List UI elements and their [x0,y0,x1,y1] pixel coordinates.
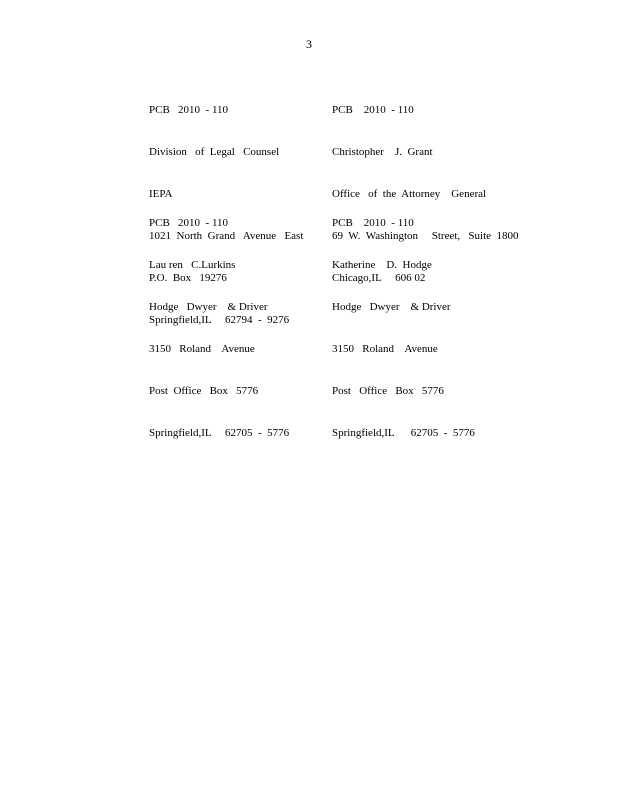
street-address: 3150 Roland Avenue [149,343,255,355]
organization: IEPA [149,188,173,200]
city-state-zip: Springfield,IL 62705 - 5776 [332,427,475,439]
case-number: PCB 2010 - 110 [149,104,229,116]
street-address: 69 W. Washington Street, Suite 1800 [332,230,519,242]
street-address: 3150 Roland Avenue [332,343,438,355]
address-block-hodge [332,188,475,454]
case-number: PCB 2010 - 110 [332,217,414,229]
page-number: 3 [306,37,312,51]
organization: Hodge Dwyer & Driver [149,301,268,313]
city-state-zip: Springfield,IL 62794 - 9276 [149,314,290,326]
city-state-zip: Chicago,IL 606 02 [332,272,426,284]
case-number: PCB 2010 - 110 [332,104,414,116]
address-block-lurkins [149,188,289,454]
recipient-name: Christopher J. Grant [332,146,433,158]
organization: Office of the Attorney General [332,188,487,200]
city-state-zip: Springfield,IL 62705 - 5776 [149,427,290,439]
recipient-name: Katherine D. Hodge [332,259,432,271]
po-box: P.O. Box 19276 [149,272,227,284]
street-address: 1021 North Grand Avenue East [149,230,304,242]
po-box: Post Office Box 5776 [332,385,444,397]
case-number: PCB 2010 - 110 [149,217,229,229]
recipient-name: Division of Legal Counsel [149,146,280,158]
organization: Hodge Dwyer & Driver [332,301,451,313]
po-box: Post Office Box 5776 [149,385,259,397]
recipient-name: Lau ren C.Lurkins [149,259,236,271]
